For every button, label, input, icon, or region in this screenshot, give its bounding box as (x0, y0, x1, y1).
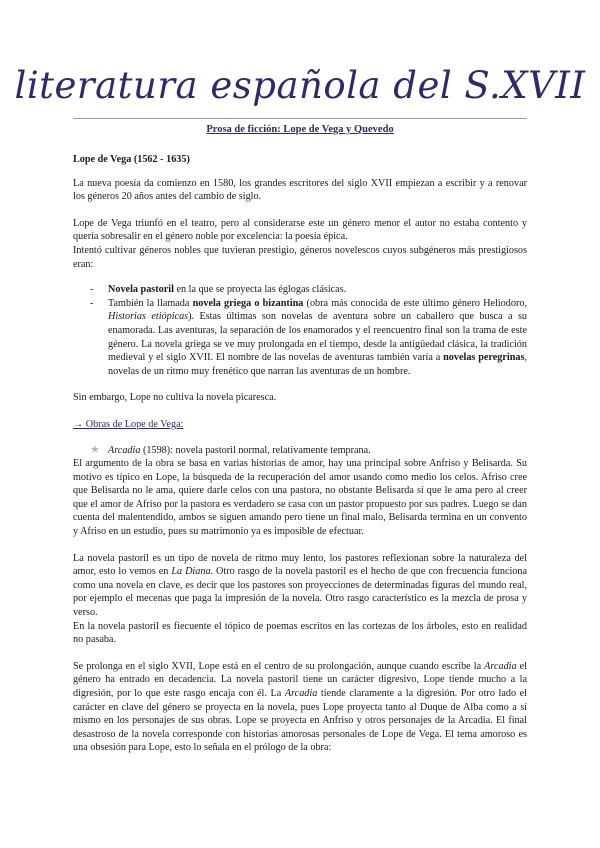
page-title: literatura española del S.XVII (14, 64, 586, 107)
section-heading: Lope de Vega (1562 - 1635) (73, 154, 190, 165)
list-item-text: , novelas de un ritmo muy frenético que narran las aventuras de un hombre. (108, 352, 527, 377)
paragraph-argumento: El argumento de la obra se basa en varias historias de amor, hay una principal sobre Anfriso y Belisarda. Su motivo es típico en Lope, la búsqueda de la recuperación del amor usando como medio los celos. Afriso cree que Belisarda no le ama, quiere darle celos con una pastora, no obstante Belisarda sí que le ama pero al creer que el amor de Afriso por la pastora es verdadero se casa con un pastor propuesto por sus padres. Luego se dan cuenta del malentendido, ambos se siguen amando pero tiene un final malo, Belisarda termina en un convento y Afriso en un estudio, pues su matrimonio ya es imposible de efectuar. (73, 458, 527, 538)
obras-label: → Obras de Lope de Vega: (73, 418, 184, 430)
paragraph-text: . Otro rasgo de la novela pastoril es el hecho de que con frecuencia funciona como una novela en clave, es decir que los pastores son proyecciones de determinadas figuras del mundo real, por ejemplo el mecenas que paga la impresión de la novela. Otro rasgo característico es la mezcla de prosa y verso. (73, 566, 528, 619)
paragraph-text: tiende claramente a la digresión. Por otro lado el carácter en clave del género se proyecta en la novela, pues Lope proyecta tanto al Duque de Alba como a sí mismo en los personajes de sus obras. Lope se proyecta en Anfriso y otros personajes de la Arcadia. El final desastroso de la novela corresponde con historias amorosas personales de Lope de Vega. El tema amoroso es una obsesión para Lope, esto lo señala en el prólogo de la obra: (73, 688, 527, 754)
paragraph-text: el género ha entrado en decadencia. La novela pastoril tiene un carácter digresivo, Lope tiende mucho a la digresión, por lo que este rasgo encaja con él. La (73, 660, 527, 699)
list-item-text: ). Estas últimas son novelas de aventura sobre un caballero que busca a su enamorada. Las aventuras, la separación de los enamorados y el reencuentro final son la trama de este género. La novela griega se ve muy prolongada en el tiempo, desde la antigüedad clásica, la tradición medieval y el siglo XVII. El nombre de las novelas de aventuras también varía a (108, 311, 527, 364)
title-historias-etiopicas: Historias etiópicas (108, 311, 189, 323)
paragraph-generos: Intentó cultivar géneros nobles que tuvieran prestigio, géneros novelescos cuyos subgéneros más prestigiosos eran: (73, 244, 527, 270)
list-item (73, 297, 527, 379)
list-item-text: (obra más conocida de este último género Heliodoro, (303, 297, 527, 309)
paragraph-text: La novela pastoril es un tipo de novela de ritmo muy lento, los pastores reflexionan sobre la naturaleza del amor, esto lo vemos en (73, 552, 527, 578)
title-la-diana: La Diana (171, 566, 211, 578)
genre-list (73, 283, 527, 378)
list-item-text: También la llamada (108, 297, 193, 309)
term-novela-griega: novela griega o bizantina (192, 297, 304, 309)
list-item-text: en la que se proyecta las églogas clásicas. (173, 284, 347, 296)
title-arcadia: Arcadia (484, 660, 517, 672)
title-arcadia: Arcadia (284, 688, 318, 699)
star-icon: ★ (90, 442, 100, 456)
term-novela-pastoril: Novela pastoril (108, 284, 174, 296)
term-novelas-peregrinas: novelas peregrinas (443, 352, 525, 364)
arcadia-entry (73, 444, 527, 458)
obras-heading (73, 418, 527, 432)
page-subtitle: Prosa de ficción: Lope de Vega y Quevedo (206, 124, 394, 135)
paragraph-picaresca: Sin embargo, Lope no cultiva la novela picaresca. (73, 392, 277, 404)
dash-bullet: - (90, 284, 94, 296)
paragraph-teatro: Lope de Vega triunfó en el teatro, pero al considerarse este un género menor el autor no estaba contento y quería sobresalir en el género noble por excelencia: la poesía épica. (73, 217, 527, 243)
title-divider (73, 118, 527, 119)
arcadia-description: (1598): novela pastoril normal, relativamente temprana. (140, 444, 371, 456)
dash-bullet: - (90, 297, 94, 309)
paragraph-intro: La nueva poesía da comienzo en 1580, los grandes escritores del siglo XVII empiezan a escribir y a renovar los géneros 20 años antes del cambio de siglo. (73, 177, 527, 203)
paragraph-novela-pastoril (73, 552, 527, 620)
document-body (73, 153, 527, 755)
paragraph-text: Se prolonga en el siglo XVII, Lope está en el centro de su prolongación, aunque cuando escribe la (73, 660, 485, 672)
paragraph-prolongacion (73, 660, 527, 755)
paragraph-topico: En la novela pastoril es fiecuente el tópico de poemas escritos en las cortezas de los árboles, esto en realidad no pasaba. (73, 620, 527, 646)
arcadia-title: Arcadia (108, 444, 141, 456)
list-item (73, 283, 527, 297)
